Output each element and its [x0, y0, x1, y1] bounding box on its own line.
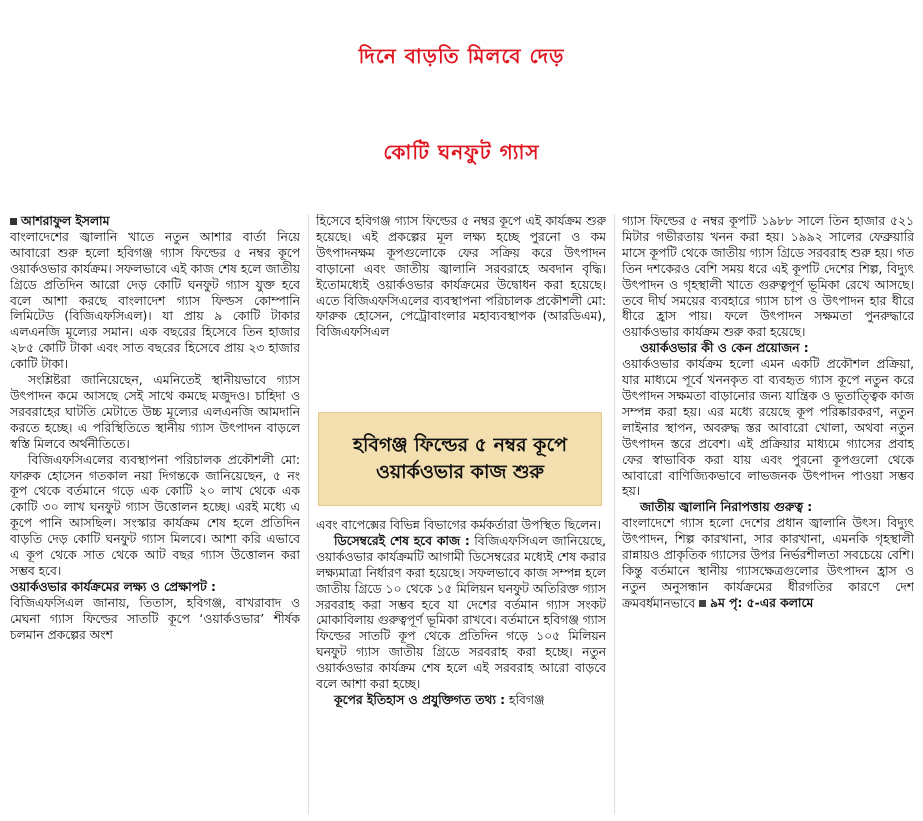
pull-quote [318, 412, 602, 506]
column-2-continued [316, 518, 606, 709]
paragraph: বিজিএফসিএল জানায়, তিতাস, হবিগঞ্জ, বাখরাবাদ ও মেঘনা গ্যাস ফিল্ডের সাতটি কূপে ‘ওয়ার্কওভার’ শীর্ষক চলমান প্রকল্পের অংশ [10, 595, 300, 642]
headline-line-2: কোটি ঘনফুট গ্যাস [383, 140, 540, 164]
pull-quote-line-2: ওয়ার্কওভার কাজ শুরু [375, 461, 545, 483]
headline-line-1: দিনে বাড়তি মিলবে দেড় [358, 44, 565, 68]
paragraph-text: বাংলাদেশে গ্যাস হলো দেশের প্রধান জ্বালানি উৎস। বিদ্যুৎ উৎপাদন, শিল্প কারখানা, সার কারখানা, এমনকি গৃহস্থালী রান্নায়ও প্রাকৃতিক গ্যাসের উপর নির্ভরশীলতা সবচেয়ে বেশি। কিন্তু বর্তমানে স্থানীয় গ্যাসক্ষেত্রগুলোর উৎপাদন হ্রাস ও নতুন অনুসন্ধান কার্যক্রমের ধীরগতির কারণে দেশ ক্রমবর্ধমানভাবে [622, 516, 914, 611]
paragraph: হিসেবে হবিগঞ্জ গ্যাস ফিল্ডের ৫ নম্বর কূপে এই কার্যক্রম শুরু হয়েছে। এই প্রকল্পের মূল লক্ষ্য হচ্ছে পুরনো ও কম উৎপাদনক্ষম কূপগুলোকে ফের সক্রিয় করে উৎপাদন বাড়ানো এবং জাতীয় জ্বালানি সরবরাহে অবদান বৃদ্ধি। ইতোমধ্যেই ওয়ার্কওভার কার্যক্রমের উদ্বোধন করা হয়েছে। এতে বিজিএফসিএলের ব্যবস্থাপনা পরিচালক প্রকৌশলী মো: ফারুক হোসেন, পেট্রোবাংলার মহাব্যবস্থাপক (আরডিএম), বিজিএফসিএল [316, 214, 606, 340]
paragraph: বিজিএফসিএলের ব্যবস্থাপনা পরিচালক প্রকৌশলী মো: ফারুক হোসেন গতকাল নয়া দিগন্তকে জানিয়েছেন, ৫ নং কূপ থেকে বর্তমানে গড়ে এক কোটি ২০ লাখ থেকে এক কোটি ৩০ লাখ ঘনফুট গ্যাস উত্তোলন হচ্ছে। এরই মধ্যে এ কূপে পানি আসছিল। সংস্কার কার্যক্রম শেষ হলে প্রতিদিন বাড়তি দেড় কোটি ঘনফুট গ্যাস মিলবে। আশা করি এভাবে এ কূপ থেকে সাত থেকে আট বছর গ্যাস উত্তোলন করা সম্ভব হবে। [10, 452, 300, 578]
jump-text: ৯ম পৃ: ৫-এর কলামে [710, 595, 814, 610]
paragraph: বাংলাদেশের জ্বালানি খাতে নতুন আশার বার্তা নিয়ে আবারো শুরু হলো হবিগঞ্জ গ্যাস ফিল্ডের ৫ নম্বর কূপে ওয়ার্কওভার কার্যক্রম। সফলভাবে এই কাজ শেষ হলে জাতীয় গ্রিডে প্রতিদিন আরো দেড় কোটি ঘনফুট গ্যাস যুক্ত হবে বলে আশা করছে বাংলাদেশ গ্যাস ফিল্ডস কোম্পানি লিমিটেড (বিজিএফসিএল)। যা প্রায় ৯ কোটি টাকার এলএনজি মূল্যের সমান। এক বছরের হিসেবে তিন হাজার ২৮৫ কোটি টাকা এবং সাত বছরের হিসেবে প্রায় ২৩ হাজার কোটি টাকা। [10, 229, 300, 372]
paragraph: গ্যাস ফিল্ডের ৫ নম্বর কূপটি ১৯৮৮ সালে তিন হাজার ৫২১ মিটার গভীরতায় খনন করা হয়। ১৯৯২ সালের ফেব্রুয়ারি মাসে কূপটি থেকে জাতীয় গ্যাস গ্রিডে সরবরাহ শুরু হয়। গত তিন দশকেরও বেশি সময় ধরে এই কূপটি দেশের শিল্প, বিদ্যুৎ উৎপাদন ও গৃহস্থালী খাতে গুরুত্বপূর্ণ ভূমিকা রেখে আসছে। তবে দীর্ঘ সময়ের ব্যবহারে গ্যাস চাপ ও উৎপাদন হার ধীরে ধীরে হ্রাস পায়। ফলে উৎপাদন সক্ষমতা পুনরুদ্ধারে ওয়ার্কওভার কার্যক্রম শুরু করা হয়েছে। [622, 214, 914, 340]
byline [10, 214, 300, 230]
continued-jump [699, 596, 813, 612]
pull-quote-line-1: হবিগঞ্জ ফিল্ডের ৫ নম্বর কূপে [352, 434, 567, 456]
column-divider [308, 214, 309, 814]
article-column-1 [10, 214, 300, 814]
article-column-3 [622, 214, 914, 814]
paragraph: সংশ্লিষ্টরা জানিয়েছেন, এমনিতেই স্থানীয়ভাবে গ্যাস উৎপাদন কমে আসছে সেই সাথে কমছে মজুদও। চাহিদা ও সরবরাহের ঘাটতি মেটাতে উচ্চ মূল্যের এলএনজি আমদানি করতে হচ্ছে। এ পরিস্থিতিতে স্থানীয় গ্যাস উৎপাদন বাড়লে স্বস্তি মিলবে অর্থনীতিতে। [10, 373, 300, 451]
subheading: ওয়ার্কওভার কী ও কেন প্রয়োজন : [640, 341, 809, 356]
paragraph-text: বিজিএফসিএল জানিয়েছে, ওয়ার্কওভার কার্যক্রমটি আগামী ডিসেম্বরের মধ্যেই শেষ করার লক্ষ্যমাত্রা নির্ধারণ করা হয়েছে। সফলভাবে কাজ সম্পন্ন হলে জাতীয় গ্রিডে ১০ থেকে ১৫ মিলিয়ন ঘনফুট অতিরিক্ত গ্যাস সরবরাহ করা সম্ভব হবে যা দেশের বর্তমান গ্যাস সংকট মোকাবিলায় গুরুত্বপূর্ণ ভূমিকা রাখবে। বর্তমানে হবিগঞ্জ গ্যাস ফিল্ডের সাতটি কূপ থেকে প্রতিদিন গড়ে ১০৫ মিলিয়ন ঘনফুট গ্যাস জাতীয় গ্রিডে সরবরাহ করা হচ্ছে। নতুন ওয়ার্কওভার কার্যক্রম শেষ হলে এই সরবরাহ আরো বাড়বে বলে আশা করা হচ্ছে। [316, 533, 606, 692]
subheading: জাতীয় জ্বালানি নিরাপত্তায় গুরুত্ব : [640, 500, 813, 515]
article-column-2 [316, 214, 606, 814]
paragraph [316, 693, 606, 709]
subheading: কূপের ইতিহাস ও প্রযুক্তিগত তথ্য : [334, 692, 506, 707]
paragraph: এবং বাপেক্সের বিভিন্ন বিভাগের কর্মকর্তারা উপস্থিত ছিলেন। [316, 518, 602, 532]
bullet-square-icon [699, 600, 706, 607]
bullet-square-icon [10, 218, 17, 225]
paragraph-text: হবিগঞ্জ [505, 692, 545, 707]
byline-author: আশরাফুল ইসলাম [21, 214, 110, 228]
headline [0, 0, 923, 205]
paragraph [316, 534, 606, 693]
paragraph: ওয়ার্কওভার কার্যক্রম হলো এমন একটি প্রকৌশল প্রক্রিয়া, যার মাধ্যমে পূর্বে খননকৃত বা ব্যবহৃত গ্যাস কূপে নতুন করে উৎপাদন সক্ষমতা বাড়ানোর জন্য যান্ত্রিক ও ভূতাত্ত্বিক কাজ সম্পন্ন করা হয়। এর মধ্যে রয়েছে কূপ পরিষ্কারকরণ, নতুন লাইনার স্থাপন, অবরুদ্ধ স্তর আবারো খোলা, অথবা নতুন উৎপাদন স্তরে প্রবেশ। এই প্রক্রিয়ার মাধ্যমে গ্যাসের প্রবাহ ফের স্বাভাবিক করা যায় এবং পুরনো কূপগুলো থেকে আবারো বাণিজ্যিকভাবে লাভজনক উৎপাদন পাওয়া সম্ভব হয়। [622, 357, 914, 499]
subheading: ওয়ার্কওভার কার্যক্রমের লক্ষ্য ও প্রেক্ষাপট : [10, 579, 216, 594]
subheading: ডিসেম্বরেই শেষ হবে কাজ : [334, 533, 470, 548]
column-divider [614, 214, 615, 814]
paragraph [622, 516, 914, 612]
